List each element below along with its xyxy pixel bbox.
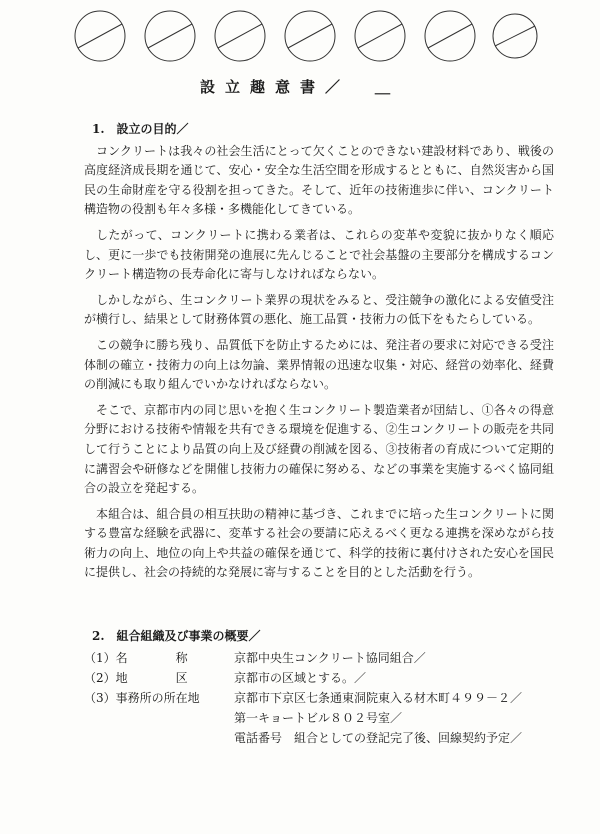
document-title [0,76,600,97]
check-mark: ／ ＿ [325,78,401,96]
paragraph: したがって、コンクリートに携わる業者は、これらの変革や変貌に抜かりなく順応し、更に一歩でも技術開発の進展に先んじることで社会基盤の主要部分を構成するコンクリート構造物の長寿命化に寄与しなければならない。 [84,227,554,282]
section-organization [84,627,554,748]
section-2-heading: 2. 組合組織及び事業の概要／ [92,629,261,643]
info-row: （1）名 称 京都中央生コンクリート協同組合／ [84,648,554,668]
seal-stamps-graphic [70,6,540,66]
info-value: 京都中央生コンクリート協同組合 [234,651,414,665]
info-row: （3）事務所の所在地 京都市下京区七条通東洞院東入る材木町４９９－２／ [84,688,554,708]
title-text: 設立趣意書 [199,78,325,96]
paragraph: そこで、京都市内の同じ思いを抱く生コンクリート製造業者が団結し、①各々の得意分野における技術や情報を共有できる環境を促進する、②生コンクリートの販売を共同して行うことにより品質の向上及び経費の削減を図る、③技術者の育成について定期的に講習会や研修などを開催し技術力の確保に努める、などの事業を実施するべく協同組合の設立を発起する。 [84,402,554,496]
info-label [84,708,234,728]
info-label: （3）事務所の所在地 [84,691,200,705]
info-row: （2）地 区 京都市の区域とする。／ [84,668,554,688]
paragraph: この競争に勝ち残り、品質低下を防止するためには、発注者の要求に対応できる受注体制の確立・技術力の向上は勿論、業界情報の迅速な収集・対応、経営の効率化、経費の削減にも取り組んでいかなければならない。 [84,337,554,392]
paragraph: しかしながら、生コンクリート業界の現状をみると、受注競争の激化による安値受注が横行し、結果として財務体質の悪化、施工品質・技術力の低下をもたらしている。 [84,292,554,327]
seal-stamps [70,6,540,66]
info-label [84,728,234,748]
section-1-heading: 1. 設立の目的／ [92,122,189,136]
info-label: （2）地 区 [84,671,188,685]
info-label: （1）名 称 [84,651,188,665]
info-value: 京都市下京区七条通東洞院東入る材木町４９９－２ [234,691,511,705]
info-row: 第一キョートビル８０２号室／ [84,708,554,728]
info-value: 第一キョートビル８０２号室 [234,711,391,725]
info-value: 京都市の区域とする。 [234,671,355,685]
paragraph: コンクリートは我々の社会生活にとって欠くことのできない建設材料であり、戦後の高度経済成長期を通じて、安心・安全な生活空間を形成するとともに、自然災害から国民の生命財産を守る役割を担ってきた。そして、近年の技術進歩に伴い、コンクリート構造物の役割も年々多様・多機能化してきている。 [84,143,554,217]
paragraph: 本組合は、組合員の相互扶助の精神に基づき、これまでに培った生コンクリートに関する豊富な経験を武器に、変革する社会の要請に応えるべく更なる連携を深めながら技術力の向上、地位の向上や共益の確保を通じて、科学的技術に裏付けされた安心を国民に提供し、社会の持続的な発展に寄与することを目的とした活動を行う。 [84,506,554,580]
info-row: 電話番号 組合としての登記完了後、回線契約予定／ [84,728,554,748]
info-value: 電話番号 組合としての登記完了後、回線契約予定 [234,731,511,745]
section-purpose [84,120,554,589]
